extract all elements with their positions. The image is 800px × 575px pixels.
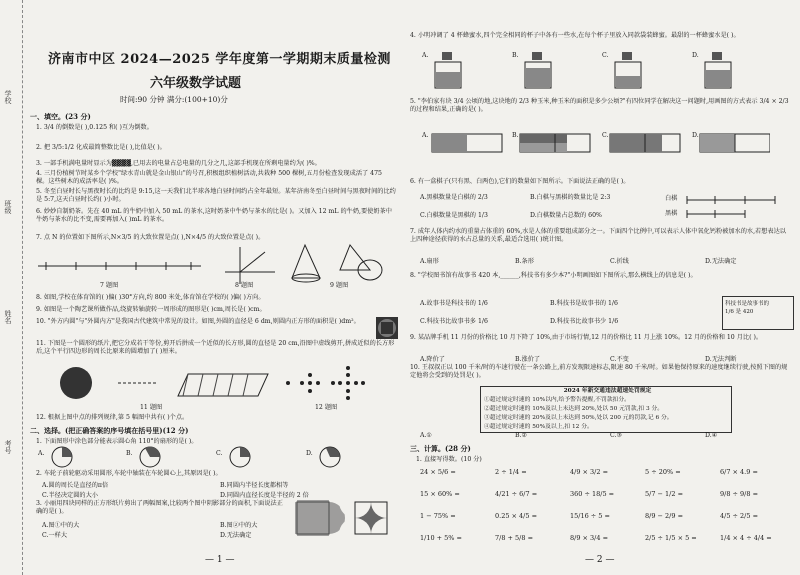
choice-8-option-c[interactable]: C.科技书比故事书多 1/6	[420, 318, 488, 325]
question-3: 3. 一部手机满电量时显示为▓▓▓▓,已用去的电量占总电量的几分之几,这部手机现在所剩电量约为( )%。	[36, 160, 321, 167]
fig8-caption: 8 题图	[235, 282, 254, 289]
choice-1: 1. 下面图形中涂色部分能表示圆心角 110°的扇形的是( )。	[36, 438, 198, 445]
section-calculation: 三、计算。(28 分)	[410, 444, 471, 453]
rule-4: ④超过规定时速的 50%及以上,扣 12 分。	[484, 424, 593, 430]
choice-7-option-a[interactable]: A.扇形	[420, 258, 439, 265]
choice-5-option-d[interactable]: D.	[692, 132, 699, 139]
choice-9-option-c[interactable]: C.不变	[610, 356, 629, 363]
page-number-2: — 2 —	[585, 555, 615, 565]
choice-2-option-d[interactable]: D.同圆内直径长度是半径的 2 倍	[220, 492, 309, 499]
choice-5: 5. "李伯家有块 3/4 公顷的地,这块地的 2/3 种玉米,种玉米的面积是多少公顷?"有四位同学在解决这一问题时,用画图的方式表示 3/4 × 2/3 的过程和结果,正确的是( )。	[410, 98, 789, 113]
choice-2-option-a[interactable]: A.圆的周长是直径的π倍	[42, 482, 109, 489]
choice-6-option-d[interactable]: D.白棋数量占总数的 60%	[530, 212, 602, 219]
fraction-rectangles-figure	[430, 132, 770, 156]
choice-4: 4. 小明冲调了 4 杯蜂蜜水,四个完全相同的杯子中各有一些水,在每个杯子里放入同款袋装蜂蜜。最甜的一杯蜂蜜水是( )。	[410, 32, 740, 39]
choice-5-option-a[interactable]: A.	[422, 132, 429, 139]
choice-1-option-c[interactable]: C.	[216, 450, 223, 457]
choice-7: 7. 成年人体内约水的重量占体重的 60%,水是人体的重要组成部分之一。下面四个比例中,可以表示人体中氧化钙粉被加水的水,若想表达以上四种途径获得的水占总量的关系,最适合选用( )统计图。	[410, 228, 786, 243]
exam-info: 时间:90 分钟 满分:(100+10)分	[120, 95, 228, 104]
margin-label-school: 学校	[4, 90, 12, 104]
choice-1-option-a[interactable]: A.	[38, 450, 45, 457]
question-4: 4. 三月份植树节时某乡个学校"绿水青山就是金山银山"的号召,积极组织植树活动,共栽种 500 棵树,五月份检查发现成活了 475 棵。这些树木的成活率是( )%。	[36, 170, 382, 185]
choice-10-option-d[interactable]: D.④	[705, 432, 718, 439]
choice-8-option-d[interactable]: D.科技书比故事书少 1/6	[550, 318, 619, 325]
rule-1: ①超过规定时速的 10%以内,给予警告提醒,不罚款扣分。	[484, 397, 630, 403]
fig7-caption: 7 题图	[100, 282, 119, 289]
choice-9-option-a[interactable]: A.降价了	[420, 356, 445, 363]
calc-item: 9/8 ÷ 9/8 =	[720, 490, 759, 498]
question-8: 8. 如图,学校在体育馆的( )偏( )30°方向,约 800 米处,体育馆在学校的( )偏( )方向。	[36, 294, 265, 301]
rules-title: 2024 年新交通违法超速处罚规定	[563, 388, 652, 394]
choice-6-option-c[interactable]: C.白棋数量是黑棋的 1/3	[420, 212, 488, 219]
question-1: 1. 3/4 的倒数是( ),0.125 和( )互为倒数。	[36, 124, 153, 131]
choice-9: 9. 某品牌手机 11 月份的价格比 10 月下降了 10%,由于市场行情,12 月的价格比 11 月上涨 10%。12 月的价格和 10 月比( )。	[410, 334, 763, 341]
choice-3-option-b[interactable]: B.图②中的大	[220, 522, 258, 529]
calc-item: 7/8 + 5/8 =	[495, 534, 534, 542]
choice-8-option-a[interactable]: A.故事书是科技书的 1/6	[420, 300, 488, 307]
choice-8: 8. "学校图书馆有故事书 420 本,______,科技书有多少本?"小明画图如下图所示,那么横线上的信息是( )。	[410, 272, 697, 279]
cone-figure	[290, 240, 390, 285]
choice-2-option-b[interactable]: B.同圆内半径长度都相等	[220, 482, 289, 489]
question-5: 5. 冬至白昼时长与黑夜时长的比约是 9:15,这一天我们北半球各地白昼时间约占全年最短。某年济南冬至白昼时间与黑夜时间的比约是 5:7,这天白昼时长约( )小时。	[36, 188, 396, 203]
choice-9-option-b[interactable]: B.涨价了	[515, 356, 541, 363]
segment-bars-figure	[685, 194, 785, 220]
exam-title: 济南市中区 2024—2025 学年度第一学期期末质量检测	[48, 52, 391, 67]
calc-subtitle: 1. 直接写得数。(10 分)	[416, 456, 482, 463]
right-page	[410, 0, 795, 575]
choice-1-option-d[interactable]: D.	[306, 450, 313, 457]
rule-2: ②超过规定时速的 10%及以上未达到 20%,处以 50 元罚款,扣 3 分。	[484, 406, 664, 412]
choice-4-option-a[interactable]: A.	[422, 52, 429, 59]
legend-black: 黑棋	[665, 210, 678, 217]
calc-item: 8/9 × 3/4 =	[570, 534, 609, 542]
choice-2: 2. 车轮子前轮驱动采用圆形,车轮中轴装在车轮圆心上,其原因是( )。	[36, 470, 222, 477]
choice-10-option-b[interactable]: B.②	[515, 432, 528, 439]
number-line-figure	[36, 250, 206, 280]
sector-options-figure	[50, 446, 370, 468]
calc-item: 15/16 ÷ 5 =	[570, 512, 610, 520]
margin-label-name: 姓名	[4, 310, 12, 324]
calc-item: 15 × 60% =	[420, 490, 460, 498]
choice-4-option-c[interactable]: C.	[602, 52, 609, 59]
choice-7-option-d[interactable]: D.无法确定	[705, 258, 737, 265]
question-6: 6. 妙妙自制奶茶。先在 40 mL 的牛奶中加入 50 mL 的茶水,这时奶茶中牛奶与茶水的比是( )。又加入 12 mL 的牛奶,要使奶茶中牛奶与茶水的比不变,需要再加入( )mL 的茶水。	[36, 208, 392, 223]
question-9: 9. 如图是一个陶艺课所做作品,绕旋转轴旋转一周形成的图形是( )cm,周长是( )cm。	[36, 306, 266, 313]
calc-item: 1 − 75% =	[420, 512, 456, 520]
choice-10-option-a[interactable]: A.①	[420, 432, 432, 439]
hint-line-1: 科技书是故事书的	[725, 301, 770, 307]
choice-5-option-b[interactable]: B.	[512, 132, 519, 139]
choice-6: 6. 有一盒棋子(只有黑、白两色),它们的数量如下图所示。下面说法正确的是( )。	[410, 178, 630, 185]
calc-item: 8/9 − 2/9 =	[645, 512, 684, 520]
question-12: 12. 根据上图中点的排列规律,第 5 幅图中共有( )个点。	[36, 414, 189, 421]
question-7: 7. 点 N 的位置如下图所示,N×3/5 的大致位置是点( ),N×4/5 的大致位置是点( )。	[36, 234, 265, 241]
hint-line-2: 1/6 是 420	[725, 309, 754, 315]
choice-5-option-c[interactable]: C.	[602, 132, 609, 139]
cups-figure	[430, 50, 770, 90]
fig12-caption: 12 题图	[315, 404, 338, 411]
compass-figure	[220, 242, 280, 287]
exam-subtitle: 六年级数学试题	[150, 76, 242, 91]
calc-item: 6/7 × 4.9 =	[720, 468, 758, 476]
choice-3-option-c[interactable]: C.一样大	[42, 532, 68, 539]
choice-6-option-a[interactable]: A.黑棋数量是白棋的 2/3	[420, 194, 488, 201]
calc-item: 4/9 × 3/2 =	[570, 468, 609, 476]
dot-pattern-figure	[280, 366, 390, 401]
choice-10-option-c[interactable]: C.③	[610, 432, 623, 439]
calc-item: 0.25 × 4/5 =	[495, 512, 538, 520]
calc-item: 2 ÷ 1/4 =	[495, 468, 527, 476]
choice-1-option-b[interactable]: B.	[126, 450, 133, 457]
choice-3: 3. 小丽用四块同样的正方形纸片剪出了两幅图案,比较两个图中阴影部分的面积,下面说法正确的是( )。	[36, 500, 283, 515]
question-11: 11. 下图是一个圆形的纸片,把它分成若干等份,剪开后拼成一个近似的长方形,圆的直径是 20 cm,沿图中虚线剪开,拼成近似的长方形后,这个平行四边形的周长比原来的圆增加了( )厘米。	[36, 340, 395, 355]
calc-item: 4/5 ÷ 2/5 =	[720, 512, 759, 520]
choice-10: 10. 王叔叔正以 100 千米/时的车速行驶在一条公路上,前方发现限速标志,限速 80 千米/时。如果他保持原来的速度继续行驶,按照下图的规定他将会受到的处罚是( )。	[410, 364, 788, 379]
speeding-rules-table	[480, 386, 732, 433]
choice-2-option-c[interactable]: C.半径决定圆的大小	[42, 492, 98, 499]
question-10: 10. "外方内圆"与"外圆内方"是我国古代建筑中常见的设计。如图,外圆的直径是 6 dm,则圆内正方形的面积是( )dm²。	[36, 318, 360, 325]
choice-3-option-a[interactable]: A.图①中的大	[42, 522, 80, 529]
binding-margin	[0, 0, 23, 575]
choice-4-option-b[interactable]: B.	[512, 52, 519, 59]
choice-3-option-d[interactable]: D.无法确定	[220, 532, 252, 539]
calc-item: 4/21 ÷ 6/7 =	[495, 490, 538, 498]
margin-label-class: 班级	[4, 200, 12, 214]
choice-8-hint-box	[722, 296, 794, 330]
legend-white: 白棋	[665, 195, 678, 202]
calc-item: 2/5 ÷ 1/5 × 5 =	[645, 534, 697, 542]
margin-label-id: 考号	[4, 440, 12, 454]
page-number-1: — 1 —	[205, 555, 235, 565]
choice-7-option-b[interactable]: B.条形	[515, 258, 534, 265]
choice-7-option-c[interactable]: C.折线	[610, 258, 629, 265]
rule-3: ③超过规定时速的 20%及以上未达到 50%,处以 200 元的罚款,记 6 分。	[484, 415, 673, 421]
calc-item: 360 ÷ 18/5 =	[570, 490, 615, 498]
calc-item: 5 ÷ 20% =	[645, 468, 681, 476]
calc-item: 24 × 5/6 =	[420, 468, 456, 476]
choice-9-option-d[interactable]: D.无法判断	[705, 356, 737, 363]
calc-item: 1/4 × 4 ÷ 4/4 =	[720, 534, 772, 542]
square-circle-figure	[375, 316, 399, 340]
calc-item: 1/10 + 5% =	[420, 534, 462, 542]
section-fill-blank: 一、填空。(23 分)	[30, 112, 91, 121]
circle-to-rectangle-figure	[58, 366, 278, 401]
left-page	[30, 0, 400, 575]
question-2: 2. 把 3/5:1/2 化成最简整数比是( ),比值是( )。	[36, 144, 166, 151]
section-choice: 二、选择。(把正确答案的序号填在括号里)(12 分)	[30, 426, 189, 435]
choice-8-option-b[interactable]: B.科技书是故事书的 1/6	[550, 300, 618, 307]
fig11-caption: 11 题图	[140, 404, 163, 411]
squares-pattern-figure	[295, 500, 395, 536]
choice-6-option-b[interactable]: B.白棋与黑棋的数量比是 2:3	[530, 194, 611, 201]
fig9-caption: 9 题图	[330, 282, 349, 289]
calc-item: 5/7 − 1/2 =	[645, 490, 684, 498]
choice-4-option-d[interactable]: D.	[692, 52, 699, 59]
